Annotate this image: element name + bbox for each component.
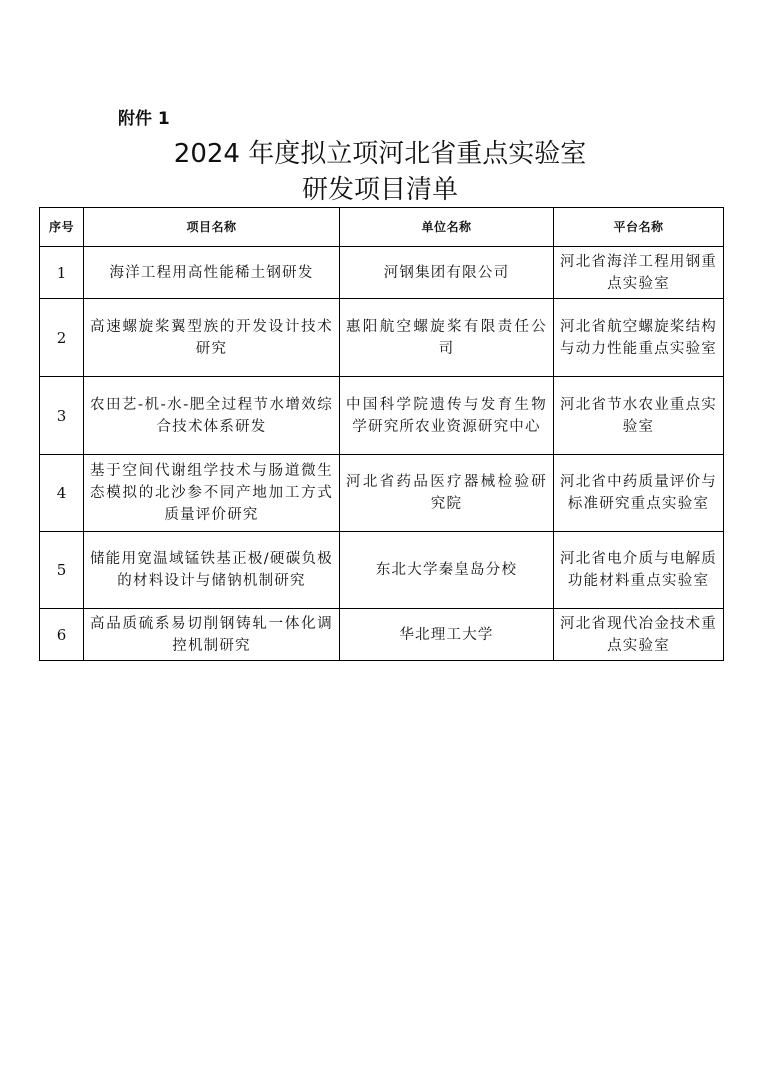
row-number: 1 bbox=[40, 247, 84, 299]
platform-name: 河北省电介质与电解质功能材料重点实验室 bbox=[554, 532, 724, 609]
project-name: 基于空间代谢组学技术与肠道微生态模拟的北沙参不同产地加工方式质量评价研究 bbox=[84, 455, 340, 532]
project-name: 农田艺-机-水-肥全过程节水增效综合技术体系研发 bbox=[84, 377, 340, 455]
project-name: 海洋工程用高性能稀土钢研发 bbox=[84, 247, 340, 299]
row-number: 4 bbox=[40, 455, 84, 532]
table-row bbox=[40, 299, 724, 377]
row-number: 2 bbox=[40, 299, 84, 377]
table-row bbox=[40, 455, 724, 532]
row-number: 5 bbox=[40, 532, 84, 609]
table-header-row bbox=[40, 208, 724, 247]
document-title-line2: 研发项目清单 bbox=[301, 175, 458, 205]
row-number: 6 bbox=[40, 609, 84, 661]
project-table bbox=[39, 207, 724, 661]
project-name: 高速螺旋桨翼型族的开发设计技术研究 bbox=[84, 299, 340, 377]
project-name: 高品质硫系易切削钢铸轧一体化调控机制研究 bbox=[84, 609, 340, 661]
column-header-platform: 平台名称 bbox=[554, 208, 724, 247]
column-header-no: 序号 bbox=[40, 208, 84, 247]
platform-name: 河北省中药质量评价与标准研究重点实验室 bbox=[554, 455, 724, 532]
platform-name: 河北省现代冶金技术重点实验室 bbox=[554, 609, 724, 661]
row-number: 3 bbox=[40, 377, 84, 455]
unit-name: 河钢集团有限公司 bbox=[340, 247, 554, 299]
project-name: 储能用宽温域锰铁基正极/硬碳负极的材料设计与储钠机制研究 bbox=[84, 532, 340, 609]
unit-name: 河北省药品医疗器械检验研究院 bbox=[340, 455, 554, 532]
unit-name: 华北理工大学 bbox=[340, 609, 554, 661]
platform-name: 河北省节水农业重点实验室 bbox=[554, 377, 724, 455]
unit-name: 中国科学院遗传与发育生物学研究所农业资源研究中心 bbox=[340, 377, 554, 455]
document-title-line1: 2024 年度拟立项河北省重点实验室 bbox=[173, 139, 587, 169]
column-header-project: 项目名称 bbox=[84, 208, 340, 247]
platform-name: 河北省海洋工程用钢重点实验室 bbox=[554, 247, 724, 299]
unit-name: 东北大学秦皇岛分校 bbox=[340, 532, 554, 609]
platform-name: 河北省航空螺旋桨结构与动力性能重点实验室 bbox=[554, 299, 724, 377]
attachment-label: 附件 1 bbox=[118, 109, 170, 129]
column-header-unit: 单位名称 bbox=[340, 208, 554, 247]
table-row bbox=[40, 377, 724, 455]
table-row bbox=[40, 609, 724, 661]
table-row bbox=[40, 532, 724, 609]
table-row bbox=[40, 247, 724, 299]
unit-name: 惠阳航空螺旋桨有限责任公司 bbox=[340, 299, 554, 377]
